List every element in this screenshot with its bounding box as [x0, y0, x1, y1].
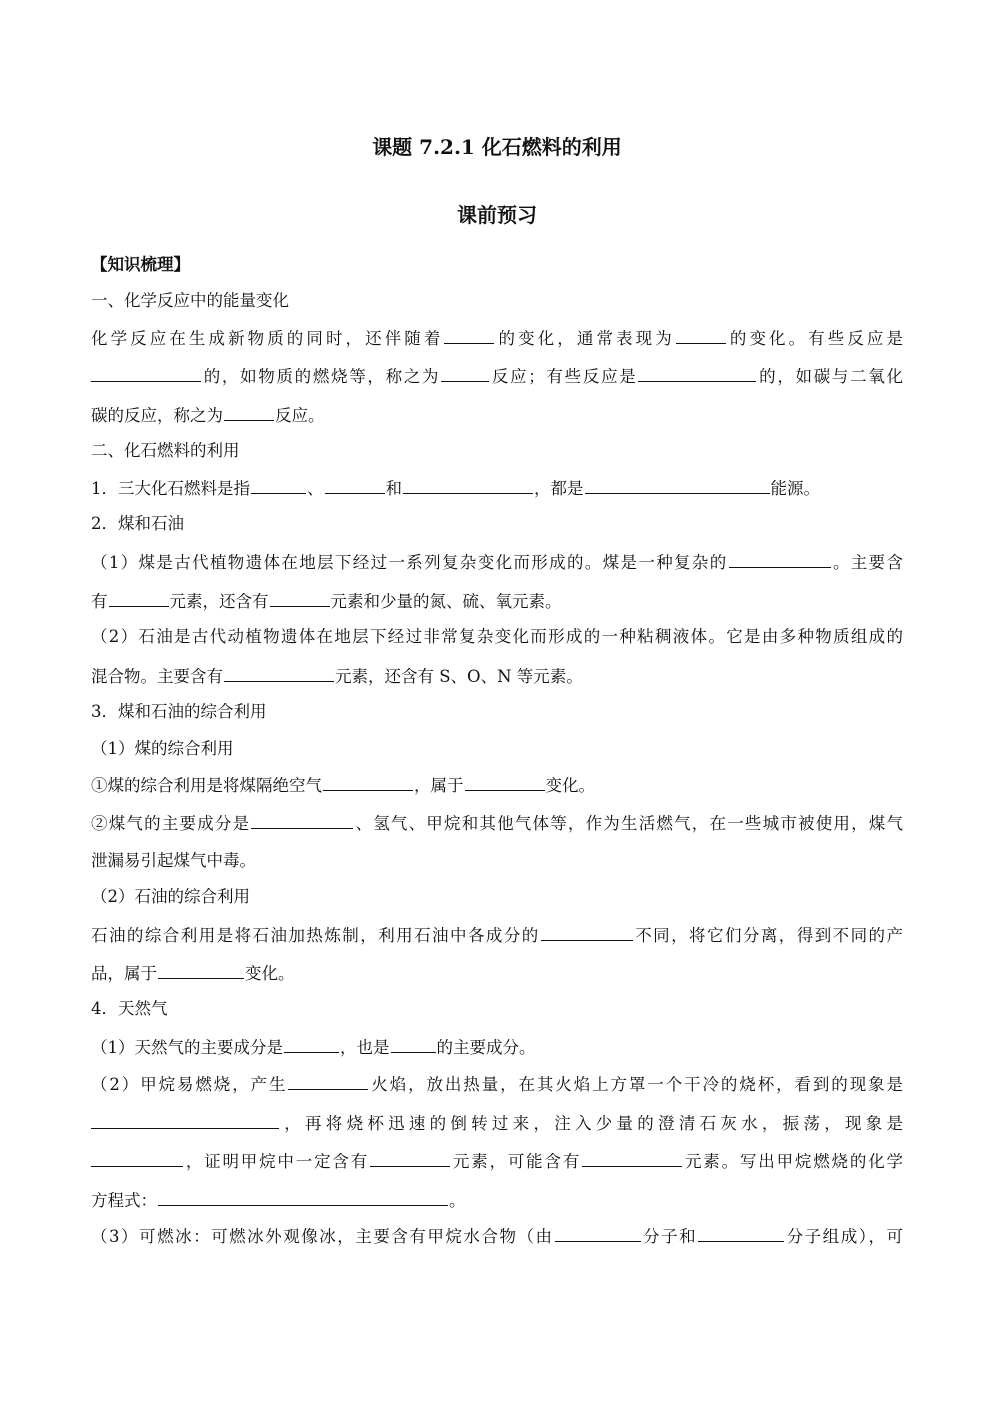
- text-span: 能源。: [770, 479, 820, 498]
- text-span: 元素，还含有: [169, 592, 269, 611]
- fill-blank[interactable]: [582, 1150, 682, 1167]
- heading-energy-change: 一、化学反应中的能量变化: [91, 291, 289, 310]
- text-span: 火焰，放出热量，在其火焰上方罩一个干冷的烧杯，看到的现象是: [369, 1075, 904, 1094]
- text-span: （1）煤是古代植物遗体在地层下经过一系列复杂变化而形成的。煤是一种复杂的: [91, 553, 728, 572]
- text-span: 元素，还含有 S、O、N 等元素。: [335, 667, 583, 686]
- text-span: 分子组成），可: [785, 1227, 904, 1246]
- paragraph-line: [91, 590, 903, 613]
- text-span: ，都是: [534, 479, 584, 498]
- text-span: 变化。: [245, 964, 295, 983]
- text-span: 元素。写出甲烷燃烧的化学: [683, 1152, 904, 1171]
- text-span: 的主要成分。: [436, 1038, 536, 1057]
- text-span: 变化。: [545, 776, 595, 795]
- text-span: 。主要含: [831, 553, 904, 572]
- paragraph-line: [91, 962, 903, 985]
- paragraph-line: [91, 1112, 903, 1135]
- paragraph-line: （2）石油是古代动植物遗体在地层下经过非常复杂变化而形成的一种粘稠液体。它是由多种物质组成的: [91, 627, 903, 646]
- heading-coal-oil: 2．煤和石油: [91, 514, 184, 533]
- text-span: 1．三大化石燃料是指: [91, 479, 250, 498]
- text-span: 、氢气、甲烷和其他气体等，作为生活燃气，在一些城市被使用，煤气: [354, 814, 904, 833]
- paragraph-line: 泄漏易引起煤气中毒。: [91, 851, 256, 870]
- fill-blank[interactable]: [676, 327, 726, 344]
- fill-blank[interactable]: [729, 551, 831, 568]
- paragraph-line: [91, 1073, 903, 1096]
- paragraph-line: [91, 404, 903, 427]
- fill-blank[interactable]: [638, 365, 756, 382]
- fill-blank[interactable]: [370, 1150, 450, 1167]
- text-span: 混合物。主要含有: [91, 667, 223, 686]
- fill-blank[interactable]: [224, 665, 334, 682]
- subheading-oil-use: （2）石油的综合利用: [91, 887, 250, 906]
- fill-blank[interactable]: [251, 477, 306, 494]
- text-span: ①煤的综合利用是将煤隔绝空气: [91, 776, 322, 795]
- text-span: 的变化。有些反应是: [726, 329, 904, 348]
- text-span: ，再将烧杯迅速的倒转过来，注入少量的澄清石灰水，振荡，现象是: [280, 1114, 903, 1133]
- text-span: 石油的综合利用是将石油加热炼制，利用石油中各成分的: [91, 926, 540, 945]
- paragraph-line: [91, 551, 903, 574]
- fill-blank[interactable]: [465, 774, 545, 791]
- paragraph-line: [91, 1036, 903, 1059]
- paragraph-line: [91, 1189, 903, 1212]
- paragraph-line: [91, 812, 903, 835]
- text-span: ，属于: [414, 776, 464, 795]
- text-span: 品，属于: [91, 964, 157, 983]
- fill-blank[interactable]: [444, 327, 494, 344]
- text-span: （2）甲烷易燃烧，产生: [91, 1075, 288, 1094]
- fill-blank[interactable]: [284, 1036, 339, 1053]
- fill-blank[interactable]: [391, 1036, 436, 1053]
- fill-blank[interactable]: [91, 1150, 183, 1167]
- text-span: 。: [449, 1191, 466, 1210]
- paragraph-line: [91, 924, 903, 947]
- fill-blank[interactable]: [325, 477, 385, 494]
- text-span: 碳的反应，称之为: [91, 406, 223, 425]
- text-span: 不同，将它们分离，得到不同的产: [633, 926, 904, 945]
- text-span: 元素，可能含有: [451, 1152, 582, 1171]
- page-subtitle: 课前预习: [457, 203, 537, 227]
- fill-blank[interactable]: [555, 1225, 641, 1242]
- heading-natural-gas: 4．天然气: [91, 999, 168, 1018]
- fill-blank[interactable]: [585, 477, 770, 494]
- fill-blank[interactable]: [109, 590, 169, 607]
- text-span: 有: [91, 592, 108, 611]
- fill-blank[interactable]: [403, 477, 533, 494]
- text-span: 元素和少量的氮、硫、氧元素。: [330, 592, 562, 611]
- fill-blank[interactable]: [251, 812, 353, 829]
- fill-blank[interactable]: [541, 924, 633, 941]
- paragraph-line: [91, 327, 903, 350]
- fill-blank[interactable]: [158, 962, 244, 979]
- paragraph-line: [91, 774, 903, 797]
- page-title: 课题 7.2.1 化石燃料的利用: [372, 135, 622, 159]
- text-span: 方程式：: [91, 1191, 157, 1210]
- text-span: 反应；有些反应是: [490, 367, 638, 386]
- paragraph-line: [91, 1150, 903, 1173]
- text-span: 和: [385, 479, 402, 498]
- text-span: 的变化，通常表现为: [495, 329, 675, 348]
- fill-blank[interactable]: [158, 1189, 448, 1206]
- paragraph-line: [91, 1225, 903, 1248]
- fill-blank[interactable]: [441, 365, 489, 382]
- text-span: （1）天然气的主要成分是: [91, 1038, 283, 1057]
- fill-blank[interactable]: [91, 1112, 279, 1129]
- heading-fossil-fuels: 二、化石燃料的利用: [91, 441, 240, 460]
- text-span: 反应。: [275, 406, 325, 425]
- text-span: ②煤气的主要成分是: [91, 814, 251, 833]
- fill-blank[interactable]: [698, 1225, 784, 1242]
- paragraph-line: [91, 365, 903, 388]
- fill-blank[interactable]: [288, 1073, 368, 1090]
- text-span: 的，如碳与二氧化: [757, 367, 904, 386]
- fill-blank[interactable]: [91, 365, 201, 382]
- text-span: （3）可燃冰：可燃冰外观像冰，主要含有甲烷水合物（由: [91, 1227, 554, 1246]
- fill-blank[interactable]: [323, 774, 413, 791]
- paragraph-line: [91, 665, 903, 688]
- section-heading: 【知识梳理】: [91, 255, 190, 274]
- paragraph-line: [91, 477, 903, 500]
- text-span: ，也是: [340, 1038, 390, 1057]
- text-span: 分子和: [641, 1227, 698, 1246]
- text-span: 的，如物质的燃烧等，称之为: [202, 367, 441, 386]
- heading-combined-use: 3．煤和石油的综合利用: [91, 702, 267, 721]
- text-span: 化学反应在生成新物质的同时，还伴随着: [91, 329, 444, 348]
- text-span: 、: [307, 479, 324, 498]
- text-span: ，证明甲烷中一定含有: [184, 1152, 370, 1171]
- subheading-coal-use: （1）煤的综合利用: [91, 739, 234, 758]
- fill-blank[interactable]: [270, 590, 330, 607]
- fill-blank[interactable]: [224, 404, 274, 421]
